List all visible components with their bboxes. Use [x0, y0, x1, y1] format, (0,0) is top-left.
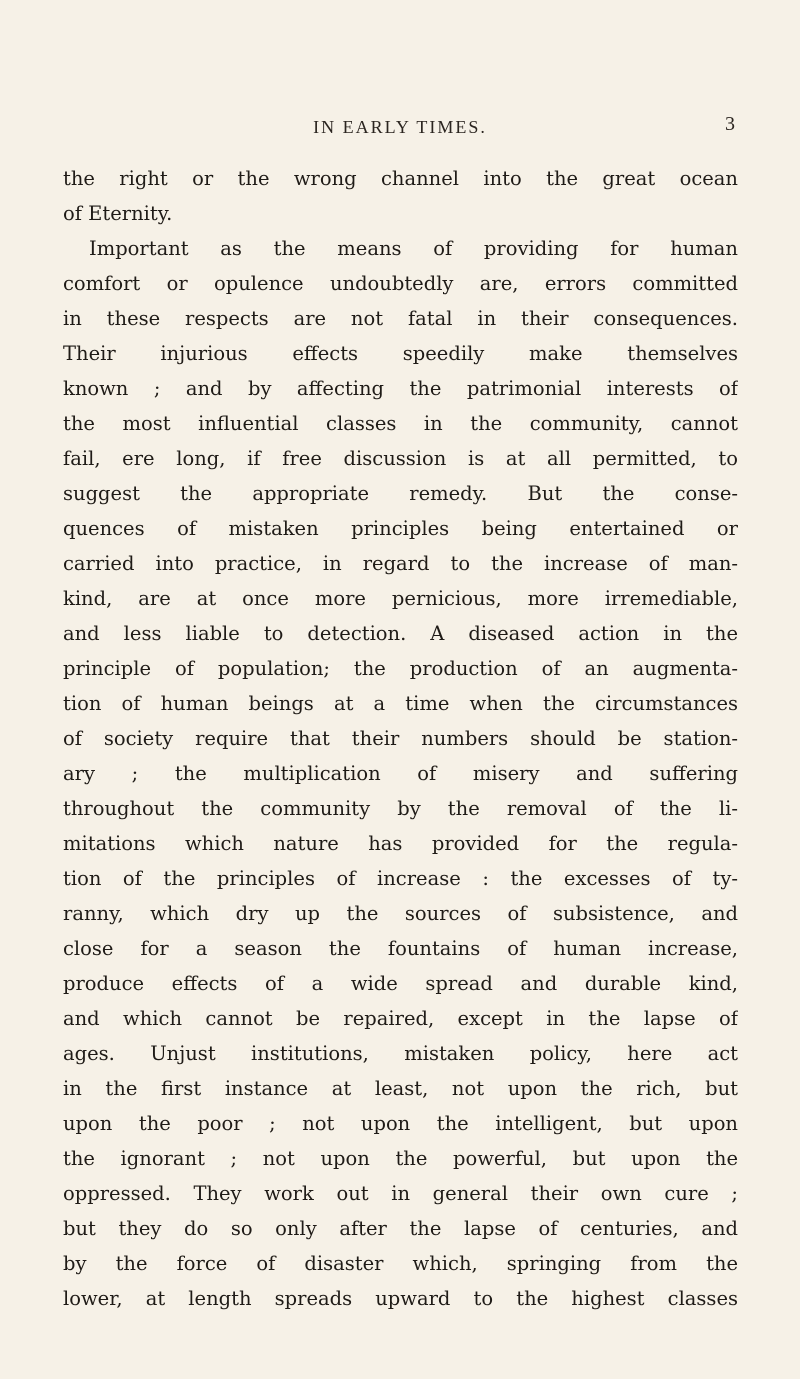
- text-line-23: close for a season the fountains of human increase,: [63, 937, 738, 960]
- text-line-33: lower, at length spreads upward to the highest classes: [63, 1287, 738, 1310]
- page-number: 3: [725, 113, 735, 135]
- text-line-15: principle of population; the production of an augmenta-: [63, 657, 738, 680]
- text-line-32: by the force of disaster which, springing from the: [63, 1252, 738, 1275]
- text-line-26: ages. Unjust institutions, mistaken policy, here act: [63, 1042, 738, 1065]
- text-line-5: in these respects are not fatal in their consequences.: [63, 307, 738, 330]
- text-line-16: tion of human beings at a time when the circumstances: [63, 692, 738, 715]
- text-line-21: tion of the principles of increase : the excesses of ty-: [63, 867, 738, 890]
- text-line-28: upon the poor ; not upon the intelligent, but upon: [63, 1112, 738, 1135]
- text-line-10: suggest the appropriate remedy. But the conse-: [63, 482, 738, 505]
- text-line-27: in the first instance at least, not upon the rich, but: [63, 1077, 738, 1100]
- text-line-13: kind, are at once more pernicious, more irremediable,: [63, 587, 738, 610]
- running-title: IN EARLY TIMES.: [313, 117, 487, 137]
- text-line-22: ranny, which dry up the sources of subsistence, and: [63, 902, 738, 925]
- text-line-11: quences of mistaken principles being entertained or: [63, 517, 738, 540]
- text-line-3: Important as the means of providing for human: [89, 237, 738, 260]
- text-line-30: oppressed. They work out in general their own cure ;: [63, 1182, 738, 1205]
- text-line-1: the right or the wrong channel into the great ocean: [63, 167, 738, 190]
- text-line-25: and which cannot be repaired, except in the lapse of: [63, 1007, 738, 1030]
- running-head: [0, 113, 800, 145]
- text-line-8: the most influential classes in the community, cannot: [63, 412, 738, 435]
- text-line-4: comfort or opulence undoubtedly are, errors committed: [63, 272, 738, 295]
- text-line-29: the ignorant ; not upon the powerful, but upon the: [63, 1147, 738, 1170]
- text-line-18: ary ; the multiplication of misery and suffering: [63, 762, 738, 785]
- text-line-9: fail, ere long, if free discussion is at all permitted, to: [63, 447, 738, 470]
- text-line-17: of society require that their numbers should be station-: [63, 727, 738, 750]
- text-line-2: of Eternity.: [63, 202, 173, 225]
- text-line-12: carried into practice, in regard to the increase of man-: [63, 552, 738, 575]
- body-text: [63, 161, 738, 1316]
- text-line-24: produce effects of a wide spread and durable kind,: [63, 972, 738, 995]
- text-line-6: Their injurious effects speedily make themselves: [63, 342, 738, 365]
- text-line-7: known ; and by affecting the patrimonial interests of: [63, 377, 738, 400]
- text-line-19: throughout the community by the removal of the li-: [63, 797, 738, 820]
- text-line-31: but they do so only after the lapse of centuries, and: [63, 1217, 738, 1240]
- text-line-20: mitations which nature has provided for the regula-: [63, 832, 738, 855]
- text-line-14: and less liable to detection. A diseased action in the: [63, 622, 738, 645]
